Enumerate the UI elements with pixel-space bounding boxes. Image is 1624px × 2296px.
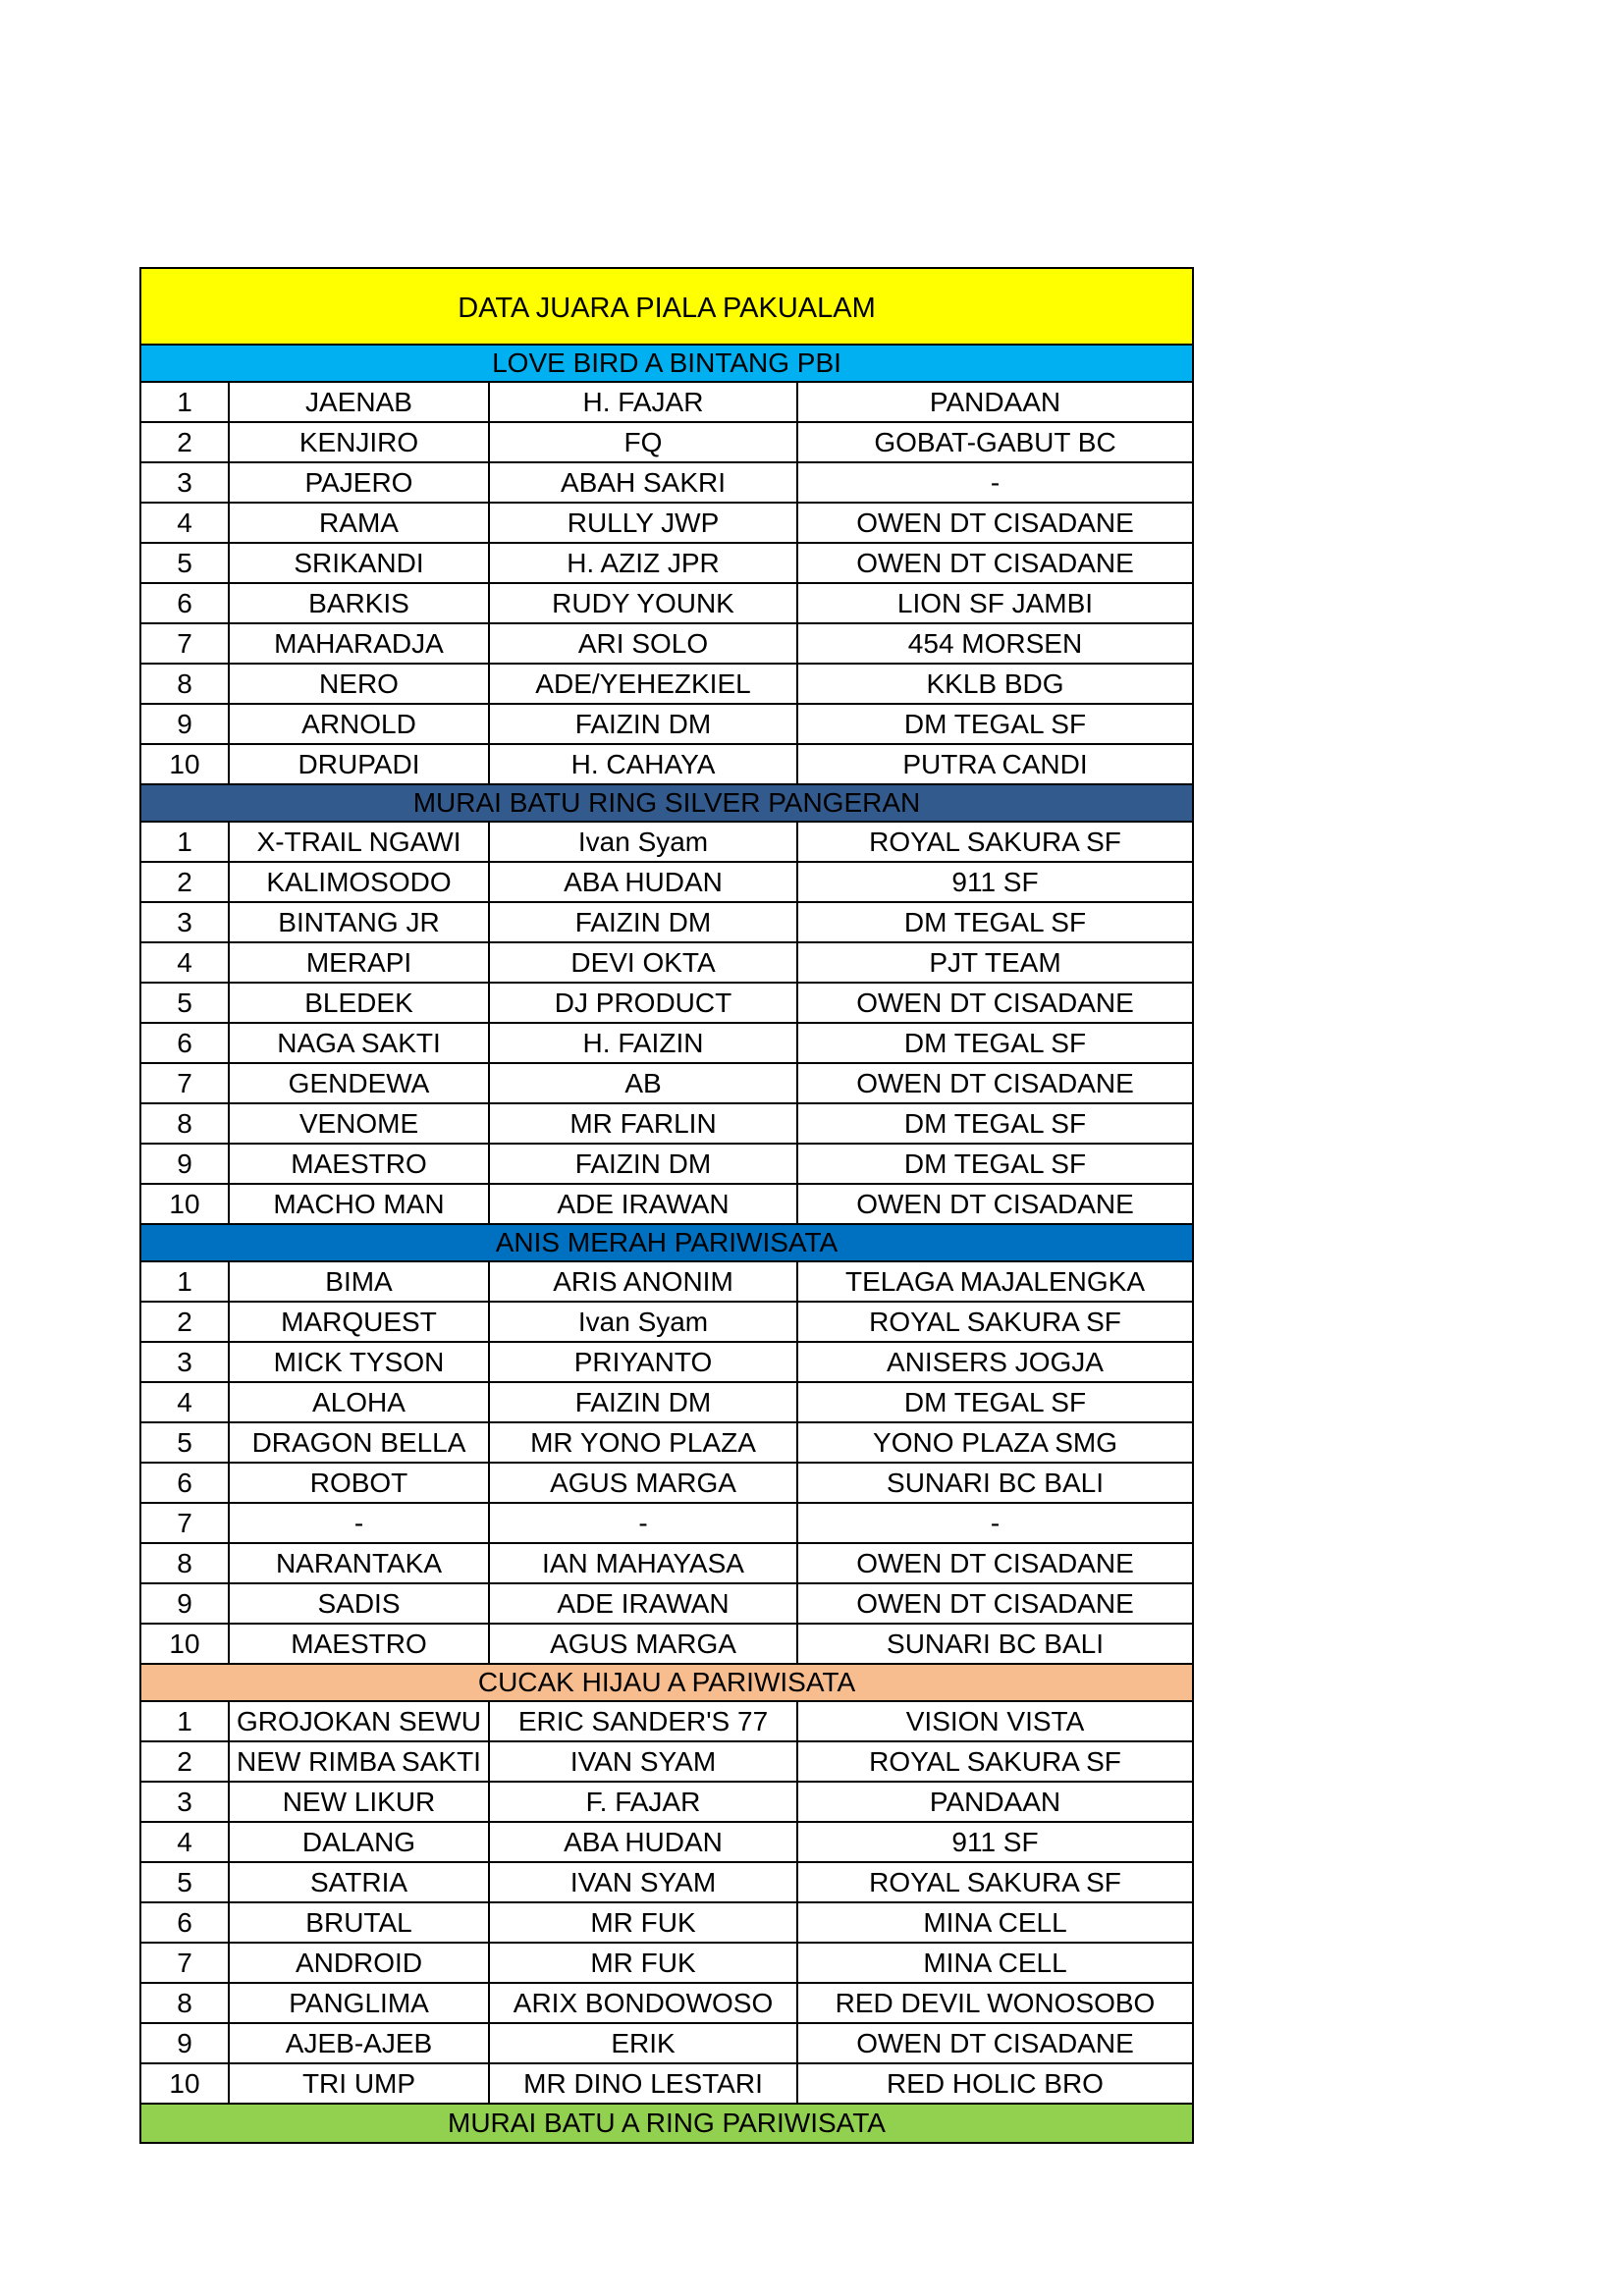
owner-cell: H. CAHAYA: [490, 745, 798, 783]
table-row: [141, 544, 1192, 584]
club-cell: OWEN DT CISADANE: [856, 1547, 1134, 1578]
club-cell: ANISERS JOGJA: [887, 1346, 1104, 1377]
table-row: [141, 2064, 1192, 2105]
table-row: [141, 1504, 1192, 1544]
club-cell: DM TEGAL SF: [903, 906, 1087, 937]
bird-name-cell: ARNOLD: [230, 705, 490, 743]
owner-cell: FAIZIN DM: [490, 705, 798, 743]
table-row: [141, 1104, 1192, 1145]
owner-cell: IVAN SYAM: [490, 1742, 798, 1781]
rank-cell: 4: [141, 1383, 230, 1421]
club-cell: OWEN DT CISADANE: [856, 507, 1134, 538]
owner-cell: H. AZIZ JPR: [490, 544, 798, 582]
bird-name-cell: NEW RIMBA SAKTI: [230, 1742, 490, 1781]
section-header: MURAI BATU A RING PARIWISATA: [141, 2105, 1192, 2142]
table-title: DATA JUARA PIALA PAKUALAM: [141, 269, 1192, 346]
owner-cell: AGUS MARGA: [490, 1625, 798, 1663]
rank-cell: 6: [141, 1024, 230, 1062]
club-cell: 911 SF: [951, 866, 1039, 897]
club-cell: OWEN DT CISADANE: [856, 1188, 1134, 1219]
owner-cell: IAN MAHAYASA: [490, 1544, 798, 1582]
table-row: [141, 2024, 1192, 2064]
bird-name-cell: MARQUEST: [230, 1303, 490, 1341]
table-row: [141, 1262, 1192, 1303]
rank-cell: 6: [141, 584, 230, 622]
owner-cell: ARI SOLO: [490, 624, 798, 663]
rank-cell: 4: [141, 1823, 230, 1861]
bird-name-cell: AJEB-AJEB: [230, 2024, 490, 2062]
table-row: [141, 1823, 1192, 1863]
bird-name-cell: TRI UMP: [230, 2064, 490, 2103]
owner-cell: H. FAJAR: [490, 383, 798, 421]
club-cell: PJT TEAM: [929, 946, 1061, 978]
table-row: [141, 383, 1192, 423]
bird-name-cell: MAESTRO: [230, 1145, 490, 1183]
club-cell: DM TEGAL SF: [903, 1148, 1087, 1179]
club-cell: ROYAL SAKURA SF: [869, 826, 1121, 857]
rank-cell: 1: [141, 383, 230, 421]
club-cell: OWEN DT CISADANE: [856, 987, 1134, 1018]
table-row: [141, 1584, 1192, 1625]
table-row: [141, 1064, 1192, 1104]
rank-cell: 8: [141, 1104, 230, 1143]
table-row: [141, 1702, 1192, 1742]
owner-cell: MR FUK: [490, 1903, 798, 1942]
club-cell: PANDAAN: [929, 386, 1061, 417]
owner-cell: MR DINO LESTARI: [490, 2064, 798, 2103]
bird-name-cell: NARANTAKA: [230, 1544, 490, 1582]
owner-cell: ABAH SAKRI: [490, 463, 798, 502]
rank-cell: 10: [141, 745, 230, 783]
bird-name-cell: MACHO MAN: [230, 1185, 490, 1223]
rank-cell: 8: [141, 1544, 230, 1582]
rank-cell: 8: [141, 665, 230, 703]
bird-name-cell: VENOME: [230, 1104, 490, 1143]
owner-cell: DEVI OKTA: [490, 943, 798, 982]
owner-cell: Ivan Syam: [490, 1303, 798, 1341]
table-row: [141, 1903, 1192, 1944]
table-row: [141, 1742, 1192, 1783]
bird-name-cell: RAMA: [230, 504, 490, 542]
table-row: [141, 1343, 1192, 1383]
club-cell: 454 MORSEN: [907, 627, 1083, 659]
owner-cell: PRIYANTO: [490, 1343, 798, 1381]
owner-cell: H. FAIZIN: [490, 1024, 798, 1062]
table-row: [141, 665, 1192, 705]
bird-name-cell: BARKIS: [230, 584, 490, 622]
bird-name-cell: BINTANG JR: [230, 903, 490, 941]
bird-name-cell: MAHARADJA: [230, 624, 490, 663]
table-row: [141, 1783, 1192, 1823]
owner-cell: AB: [490, 1064, 798, 1102]
table-row: [141, 823, 1192, 863]
owner-cell: FAIZIN DM: [490, 903, 798, 941]
table-row: [141, 1863, 1192, 1903]
section-header: ANIS MERAH PARIWISATA: [141, 1225, 1192, 1262]
rank-cell: 1: [141, 1702, 230, 1740]
owner-cell: DJ PRODUCT: [490, 984, 798, 1022]
club-cell: TELAGA MAJALENGKA: [845, 1265, 1145, 1297]
table-row: [141, 1423, 1192, 1464]
bird-name-cell: -: [230, 1504, 490, 1542]
club-cell: 911 SF: [951, 1826, 1039, 1857]
rank-cell: 1: [141, 1262, 230, 1301]
table-row: [141, 1024, 1192, 1064]
owner-cell: ERIC SANDER'S 77: [490, 1702, 798, 1740]
bird-name-cell: BIMA: [230, 1262, 490, 1301]
bird-name-cell: SADIS: [230, 1584, 490, 1623]
table-row: [141, 624, 1192, 665]
rank-cell: 6: [141, 1464, 230, 1502]
club-cell: PUTRA CANDI: [902, 748, 1088, 779]
owner-cell: Ivan Syam: [490, 823, 798, 861]
rank-cell: 9: [141, 1584, 230, 1623]
table-row: [141, 984, 1192, 1024]
bird-name-cell: ANDROID: [230, 1944, 490, 1982]
rank-cell: 3: [141, 463, 230, 502]
rank-cell: 1: [141, 823, 230, 861]
club-cell: SUNARI BC BALI: [887, 1628, 1104, 1659]
rank-cell: 7: [141, 1944, 230, 1982]
bird-name-cell: MERAPI: [230, 943, 490, 982]
section-header: CUCAK HIJAU A PARIWISATA: [141, 1665, 1192, 1702]
rank-cell: 6: [141, 1903, 230, 1942]
bird-name-cell: GENDEWA: [230, 1064, 490, 1102]
club-cell: MINA CELL: [923, 1947, 1067, 1978]
rank-cell: 5: [141, 1423, 230, 1462]
bird-name-cell: GROJOKAN SEWU: [230, 1702, 490, 1740]
owner-cell: RUDY YOUNK: [490, 584, 798, 622]
rank-cell: 7: [141, 624, 230, 663]
club-cell: RED DEVIL WONOSOBO: [835, 1987, 1156, 2018]
table-row: [141, 863, 1192, 903]
owner-cell: ADE/YEHEZKIEL: [490, 665, 798, 703]
club-cell: PANDAAN: [929, 1786, 1061, 1817]
owner-cell: IVAN SYAM: [490, 1863, 798, 1901]
club-cell: MINA CELL: [923, 1906, 1067, 1938]
club-cell: OWEN DT CISADANE: [856, 1587, 1134, 1619]
owner-cell: ARIX BONDOWOSO: [490, 1984, 798, 2022]
table-row: [141, 903, 1192, 943]
bird-name-cell: DALANG: [230, 1823, 490, 1861]
club-cell: SUNARI BC BALI: [887, 1467, 1104, 1498]
rank-cell: 9: [141, 1145, 230, 1183]
rank-cell: 10: [141, 2064, 230, 2103]
club-cell: ROYAL SAKURA SF: [869, 1866, 1121, 1897]
bird-name-cell: BLEDEK: [230, 984, 490, 1022]
table-row: [141, 1303, 1192, 1343]
rank-cell: 9: [141, 705, 230, 743]
table-row: [141, 705, 1192, 745]
table-row: [141, 504, 1192, 544]
section-header: MURAI BATU RING SILVER PANGERAN: [141, 785, 1192, 823]
rank-cell: 8: [141, 1984, 230, 2022]
owner-cell: MR FARLIN: [490, 1104, 798, 1143]
table-row: [141, 1625, 1192, 1665]
bird-name-cell: DRAGON BELLA: [230, 1423, 490, 1462]
table-row: [141, 1944, 1192, 1984]
bird-name-cell: X-TRAIL NGAWI: [230, 823, 490, 861]
bird-name-cell: SATRIA: [230, 1863, 490, 1901]
owner-cell: ERIK: [490, 2024, 798, 2062]
table-row: [141, 1145, 1192, 1185]
table-row: [141, 463, 1192, 504]
club-cell: -: [990, 466, 1001, 498]
owner-cell: AGUS MARGA: [490, 1464, 798, 1502]
table-row: [141, 1185, 1192, 1225]
owner-cell: ABA HUDAN: [490, 1823, 798, 1861]
rank-cell: 10: [141, 1625, 230, 1663]
owner-cell: F. FAJAR: [490, 1783, 798, 1821]
rank-cell: 2: [141, 423, 230, 461]
bird-name-cell: NAGA SAKTI: [230, 1024, 490, 1062]
owner-cell: FAIZIN DM: [490, 1145, 798, 1183]
bird-name-cell: NEW LIKUR: [230, 1783, 490, 1821]
club-cell: YONO PLAZA SMG: [873, 1426, 1117, 1458]
club-cell: DM TEGAL SF: [903, 1107, 1087, 1139]
club-cell: DM TEGAL SF: [903, 1027, 1087, 1058]
bird-name-cell: BRUTAL: [230, 1903, 490, 1942]
owner-cell: ABA HUDAN: [490, 863, 798, 901]
owner-cell: ARIS ANONIM: [490, 1262, 798, 1301]
table-row: [141, 943, 1192, 984]
club-cell: RED HOLIC BRO: [887, 2067, 1104, 2099]
owner-cell: ADE IRAWAN: [490, 1185, 798, 1223]
rank-cell: 3: [141, 1783, 230, 1821]
rank-cell: 7: [141, 1504, 230, 1542]
bird-name-cell: DRUPADI: [230, 745, 490, 783]
rank-cell: 7: [141, 1064, 230, 1102]
bird-name-cell: MAESTRO: [230, 1625, 490, 1663]
table-row: [141, 745, 1192, 785]
section-header: LOVE BIRD A BINTANG PBI: [141, 346, 1192, 383]
club-cell: VISION VISTA: [905, 1705, 1085, 1736]
rank-cell: 2: [141, 863, 230, 901]
owner-cell: MR FUK: [490, 1944, 798, 1982]
club-cell: LION SF JAMBI: [896, 587, 1094, 618]
bird-name-cell: NERO: [230, 665, 490, 703]
owner-cell: FQ: [490, 423, 798, 461]
club-cell: DM TEGAL SF: [903, 708, 1087, 739]
owner-cell: -: [490, 1504, 798, 1542]
club-cell: -: [990, 1507, 1001, 1538]
club-cell: OWEN DT CISADANE: [856, 547, 1134, 578]
sections-container: [141, 346, 1192, 2142]
table-row: [141, 584, 1192, 624]
club-cell: ROYAL SAKURA SF: [869, 1306, 1121, 1337]
bird-name-cell: SRIKANDI: [230, 544, 490, 582]
owner-cell: MR YONO PLAZA: [490, 1423, 798, 1462]
table-row: [141, 1544, 1192, 1584]
table-row: [141, 1464, 1192, 1504]
owner-cell: RULLY JWP: [490, 504, 798, 542]
rank-cell: 4: [141, 504, 230, 542]
rank-cell: 3: [141, 903, 230, 941]
bird-name-cell: PAJERO: [230, 463, 490, 502]
bird-name-cell: KENJIRO: [230, 423, 490, 461]
rank-cell: 5: [141, 544, 230, 582]
bird-name-cell: PANGLIMA: [230, 1984, 490, 2022]
rank-cell: 2: [141, 1303, 230, 1341]
bird-name-cell: ROBOT: [230, 1464, 490, 1502]
rank-cell: 3: [141, 1343, 230, 1381]
club-cell: ROYAL SAKURA SF: [869, 1745, 1121, 1777]
owner-cell: FAIZIN DM: [490, 1383, 798, 1421]
club-cell: OWEN DT CISADANE: [856, 2027, 1134, 2058]
club-cell: KKLB BDG: [926, 667, 1064, 699]
rank-cell: 9: [141, 2024, 230, 2062]
rank-cell: 2: [141, 1742, 230, 1781]
table-row: [141, 1984, 1192, 2024]
rank-cell: 4: [141, 943, 230, 982]
results-table: [139, 267, 1194, 2144]
rank-cell: 5: [141, 1863, 230, 1901]
owner-cell: ADE IRAWAN: [490, 1584, 798, 1623]
bird-name-cell: JAENAB: [230, 383, 490, 421]
club-cell: DM TEGAL SF: [903, 1386, 1087, 1417]
bird-name-cell: KALIMOSODO: [230, 863, 490, 901]
bird-name-cell: ALOHA: [230, 1383, 490, 1421]
club-cell: GOBAT-GABUT BC: [874, 426, 1116, 457]
rank-cell: 10: [141, 1185, 230, 1223]
rank-cell: 5: [141, 984, 230, 1022]
table-row: [141, 423, 1192, 463]
club-cell: OWEN DT CISADANE: [856, 1067, 1134, 1098]
bird-name-cell: MICK TYSON: [230, 1343, 490, 1381]
table-row: [141, 1383, 1192, 1423]
